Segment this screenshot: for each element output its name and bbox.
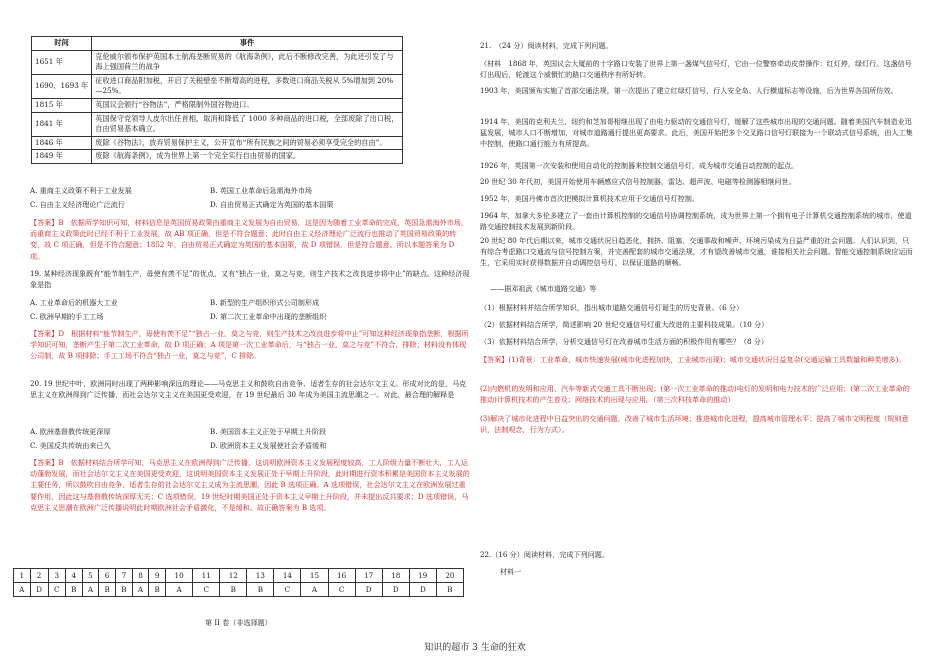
grid-number: 12 — [220, 569, 247, 583]
table-row — [32, 50, 403, 74]
q21-answer-3: (3)解决了城市化进程中日益突出的交通问题，改善了城市生活环境；推进城市化进程，提高城市管理水平；提高了城市文明程度（规则意识，法制观念，行为方式）。 — [480, 414, 909, 435]
grid-number: 4 — [65, 569, 82, 583]
q21-para-7: 1964 年，加拿大多伦多建立了一套由计算机控制的交通信号协调控制系统，成为世界上第一个拥有电子计算机交通控制系统的城市，使道路交通控制技术发展到新阶段。 — [480, 211, 912, 232]
grid-letter: A — [132, 583, 149, 597]
grid-letter: B — [149, 583, 166, 597]
row-event: 英国议会颁行“谷物法”，严格限制外国谷物进口。 — [92, 98, 403, 112]
grid-letter: A — [166, 583, 193, 597]
grid-letter: B — [220, 583, 247, 597]
grid-number: 18 — [382, 569, 409, 583]
section-heading: 第 II 卷（非选择题） — [205, 618, 272, 627]
grid-number: 3 — [48, 569, 65, 583]
grid-letter: C — [274, 583, 301, 597]
grid-number: 17 — [355, 569, 382, 583]
q21-para-4: 1926 年，英国第一次安装和使用自动化的控制器来控制交通信号灯，成为城市交通自动控制的起点。 — [480, 161, 799, 170]
q22-stem: 22.（16 分）阅读材料，完成下列问题。 — [480, 550, 609, 559]
grid-number: 16 — [328, 569, 355, 583]
row-year: 1849 年 — [32, 150, 92, 164]
q20-answer: 【答案】B 依据材料结合所学可知，马克思主义在欧洲得到广泛传播，这说明欧洲资本主义发展程度较高，工人阶级力量不断壮大，工人运动蓬勃发展，而社会达尔文主义在美国更受欢迎，这说明美国资本主义发展正处于早期上升阶段，此时期进行资本积累是美国资本主义发展的主要任务，所以鼓吹自由竞争、适者生存的社会达尔文主义成为主流思潮，因此 B 选项正确。A 选项错误，社会达尔文主义在欧洲发展过重要作用，因此这与基督教传统深厚无关；C 选项错误，19 世纪时期美国正处于资本主义早期上升阶段，并未提出反共要求；D 选项错误，马克思主义思潮在欧洲广泛传播说明此时期欧洲社会矛盾激化，不是缓和。故正确答案为 B 选项。 — [30, 458, 470, 512]
events-table — [31, 36, 403, 164]
q21-para-2: 1903 年，美国颁布实施了首部交通法规，第一次提出了建立红绿灯信号、行人安全岛、人行横道标志等设施，后为世界各国所仿效。 — [480, 86, 898, 95]
table-row — [32, 112, 403, 136]
grid-letter: D — [30, 583, 48, 597]
q22-material-label: 材料一 — [500, 567, 522, 576]
q18-option-c: C. 自由主义经济理论广泛流行 — [30, 200, 125, 209]
table-row — [32, 150, 403, 164]
answer-grid-numbers — [14, 569, 464, 583]
row-event: 废除《航海条例》，成为世界上第一个完全实行自由贸易的国家。 — [92, 150, 403, 164]
row-year: 1841 年 — [32, 112, 92, 136]
q20-option-c: C. 美国反共传统由来已久 — [30, 441, 111, 450]
q20-option-b: B. 美国资本主义正处于早期上升阶段 — [210, 427, 327, 436]
q19-answer: 【答案】D 根据材料“能节制生产，毋使有羡不足”“独占一业，莫之与竞，则生产技术之改良进步将中止”可知这种经济现象指垄断，根据所学知识可知，垄断产生于第二次工业革命，故 D 项正确；A 项是第一次工业革命后，与“独占一业，莫之与竞”不符合，排除；材料没有体现公司制，故 B 项排除；手工工场不符合“独占一业，莫之与竞”，C 排除。 — [30, 329, 469, 361]
q19-option-d: D. 第二次工业革命中出现的垄断组织 — [210, 312, 327, 321]
q18-answer: 【答案】B 依据所学知识可知，材料信息是英国贸易政策由重商主义发展为自由贸易，这是因为随着工业革命的完成，英国急需海外市场，而重商主义政策此时已经不利于工业发展，故 AB 项正确，但是不符合题意；此时自由主义经济理论广泛流行也推动了英国贸易政策的转变，故 C 项正确，但是不符合题意；1852 年，自由贸易正式确定为英国的基本国策，故 D 项错误，但是符合题意。所以本题答案为 D 项。 — [30, 218, 468, 261]
grid-letter: D — [409, 583, 436, 597]
grid-letter: D — [355, 583, 382, 597]
grid-letter: A — [82, 583, 99, 597]
grid-letter: B — [247, 583, 274, 597]
grid-letter: B — [115, 583, 132, 597]
grid-number: 15 — [301, 569, 328, 583]
q21-para-5: 20 世纪 30 年代初，美国开始使用车辆感应式信号控制器，雷达、超声波、电磁等检测器相继问世。 — [480, 177, 796, 186]
q21-answer-2: (2)内燃机的发明和应用、汽车等新式交通工具不断出现；(第一次工业革命的推动)电灯的发明和电力技术的广泛应用；(第二次工业革命的推动)计算机技术的产生普及；网络技术的出现与应用。（第三次科技革命的推动） — [480, 384, 910, 405]
grid-letter: C — [193, 583, 220, 597]
grid-number: 14 — [274, 569, 301, 583]
grid-letter: B — [436, 583, 463, 597]
table-row — [32, 98, 403, 112]
q18-option-b: B. 英国工业革命后急需海外市场 — [210, 186, 312, 195]
q19-options — [30, 298, 326, 322]
row-year: 1690、1693 年 — [32, 74, 92, 98]
q19-option-c: C. 欧洲早期的手工工场 — [30, 312, 104, 321]
q21-answer-1: 【答案】(1)背景：工业革命，城市快速发展(城市化进程加快，工业城市出现)；城市交通状况日益复杂(交通运输工具数量和种类增多)。 — [480, 355, 906, 364]
grid-letter: A — [301, 583, 328, 597]
q21-stem: 21. （24 分）阅读材料，完成下列问题。 — [480, 41, 613, 50]
q21-para-6: 1952 年，美国丹佛市首次把模拟计算机技术应用于交通信号灯控制。 — [480, 194, 699, 203]
q21-sub-3: （3）依据材料结合所学，分析交通信号灯在改善城市生活方面的积极作用有哪些？（8 分） — [480, 337, 768, 346]
grid-number: 2 — [30, 569, 48, 583]
q21-para-8: 20 世纪 80 年代后期以来，城市交通状况日趋恶化，拥挤、阻塞、交通事故和噪声、环境污染成为日益严重的社会问题。人们认识到，只有综合考虑路口交通流与信号控制方案，并完善配套的城市交通法规，才有望改善城市交通，谁接相关社会问题。智能交通控制系统应运而生，它采用实时获得数据并自动调控信号灯，以保证道路的顺畅。 — [480, 236, 913, 268]
row-event: 废除《谷物法》，放弃贸易保护主义，公开宣布“所有民族之间的贸易必须享受完全的自由”。 — [92, 136, 403, 150]
q21-sub-1: （1）根据材料并结合所学知识，指出城市道路交通信号灯诞生的历史背景。（6 分） — [480, 303, 744, 312]
grid-number: 13 — [247, 569, 274, 583]
page-footer: 知识的超市 3 生命的狂欢 — [424, 643, 526, 653]
grid-number: 19 — [409, 569, 436, 583]
q21-sub-2: （2）依据材料结合所学，简述影响 20 世纪交通信号灯重大改进的主要科技成果。（10 分） — [480, 320, 769, 329]
grid-letter: B — [99, 583, 116, 597]
grid-letter: D — [382, 583, 409, 597]
row-year: 1846 年 — [32, 136, 92, 150]
row-event: 征收进口商品附加税，开启了关税壁垒不断增高的进程，多数进口商品关税从 5%增加到 20%—25%。 — [92, 74, 403, 98]
q21-para-1: （材料 1868 年，英国议会大厦前的十字路口安装了世界上第一盏煤气信号灯，它由一位警察牵动皮带操作：红灯停，绿灯行。这盏信号灯出现后，轮渡这个威慑忙的路口交通秩序有所好转。 — [480, 59, 912, 80]
grid-letter: C — [48, 583, 65, 597]
grid-number: 10 — [166, 569, 193, 583]
grid-number: 8 — [132, 569, 149, 583]
q19-option-a: A. 工业革命后的机器大工业 — [30, 298, 118, 307]
q18-option-d: D. 自由贸易正式确定为英国的基本国策 — [210, 200, 334, 209]
grid-number: 5 — [82, 569, 99, 583]
q21-source: ——据邓祖武《城市道路交通》等 — [490, 284, 597, 293]
row-year: 1815 年 — [32, 98, 92, 112]
q20-options — [30, 427, 326, 451]
answer-grid — [13, 568, 464, 597]
grid-number: 11 — [193, 569, 220, 583]
table-header-row — [32, 37, 403, 51]
grid-number: 6 — [99, 569, 116, 583]
q18-options — [30, 186, 333, 210]
grid-number: 9 — [149, 569, 166, 583]
q20-stem: 20. 19 世纪中叶，欧洲同时出现了两种影响深远的理论——马克思主义和鼓吹自由竞争、适者生存的社会达尔文主义。形成对比的是，马克思主义在欧洲得到广泛传播，而社会达尔文主义在美国更受欢迎，在 19 世纪最后 30 年成为美国主流思潮之一。对此，最合理的解释是 — [30, 379, 467, 400]
answer-grid-letters — [14, 583, 464, 597]
q19-stem: 19. 某种经济现象既有“能节制生产，毋使有羡不足”的优点，又有“独占一业，莫之与竞，则生产技术之改良进步将中止”的缺点。这种经济现象是指 — [30, 269, 470, 290]
table-row — [32, 136, 403, 150]
q19-option-b: B. 新型的生产组织形式公司制形成 — [210, 298, 320, 307]
row-event: 克伦威尔颁布保护英国本土航海垄断贸易的《航海条例》，此后不断修改完善，为此还引发了与海上强国荷兰的战争 — [92, 50, 403, 74]
grid-letter: A — [14, 583, 31, 597]
grid-letter: C — [328, 583, 355, 597]
q21-para-3: 1914 年，美国的克利夫兰、纽约和芝加哥相继出现了由电力驱动的交通信号灯，缓解了这些城市出现的交通问题。随着美国汽车制造业迅猛发展，城市人口不断增加，对城市道路通行提出更高要求。此后，美国开始把多个交叉路口信号灯联接为一个联动式信号系统，由人工集中控制，使路口通行能力有所提高。 — [480, 117, 913, 149]
grid-number: 20 — [436, 569, 463, 583]
row-year: 1651 年 — [32, 50, 92, 74]
col-header-time: 时间 — [32, 37, 92, 51]
grid-number: 1 — [14, 569, 31, 583]
q20-option-d: D. 欧洲资本主义发展使社会矛盾缓和 — [210, 441, 327, 450]
q20-option-a: A. 欧洲基督教传统更深厚 — [30, 427, 111, 436]
grid-number: 7 — [115, 569, 132, 583]
row-event: 英国保守党领导人皮尔出任首相，取消和降低了 1000 多种商品的进口税，全部废除了出口税，自由贸易基本确立。 — [92, 112, 403, 136]
col-header-event: 事件 — [92, 37, 403, 51]
grid-letter: B — [65, 583, 82, 597]
q18-option-a: A. 重商主义政策不利于工业发展 — [30, 186, 132, 195]
table-row — [32, 74, 403, 98]
